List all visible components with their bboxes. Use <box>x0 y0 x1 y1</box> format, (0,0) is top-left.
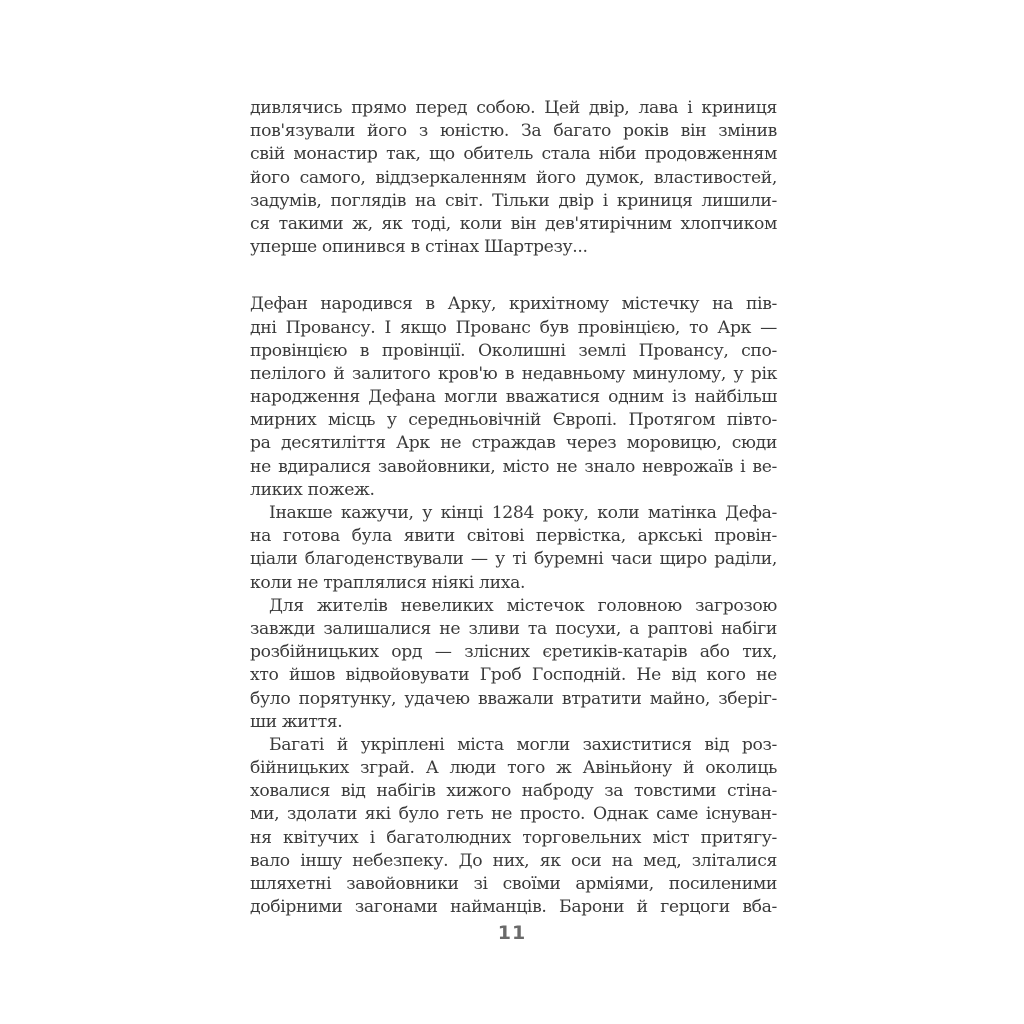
paragraph <box>250 595 777 734</box>
text-line: свій монастир так, що обитель стала ніби продовженням <box>250 144 777 165</box>
page-number: 11 <box>497 922 527 944</box>
section-break <box>250 259 777 293</box>
paragraph <box>250 734 777 920</box>
text-line: ховалися від набігів хижого наброду за товстими стіна- <box>250 781 777 802</box>
text-line: задумів, поглядів на світ. Тільки двір і криниця лишили- <box>250 190 777 211</box>
text-line: добірними загонами найманців. Барони й герцоги вба- <box>250 897 777 918</box>
text-line: завжди залишалися не зливи та посухи, а раптові набіги <box>250 618 777 639</box>
paragraph-continuation <box>250 97 777 259</box>
text-line: ра десятиліття Арк не страждав через моровицю, сюди <box>250 433 777 454</box>
text-line: Для жителів невеликих містечок головною загрозою <box>269 595 777 616</box>
text-line: уперше опинився в стінах Шартрезу... <box>250 237 588 258</box>
text-line: дні Провансу. І якщо Прованс був провінцією, то Арк — <box>250 317 777 338</box>
text-line: ликих пожеж. <box>250 479 375 500</box>
text-line: його самого, віддзеркаленням його думок, властивостей, <box>250 167 777 188</box>
text-line: провінцією в провінції. Околишні землі Провансу, спо- <box>250 340 777 361</box>
text-line: шляхетні завойовники зі своїми арміями, посиленими <box>250 874 777 894</box>
text-line: Інакше кажучи, у кінці 1284 року, коли матінка Дефа- <box>269 503 777 523</box>
text-line: ми, здолати які було геть не просто. Однак саме існуван- <box>250 804 777 825</box>
text-line: ся такими ж, як тоді, коли він дев'ятирічним хлопчиком <box>250 213 777 234</box>
text-line: пелілого й залитого кров'ю в недавньому минулому, у рік <box>250 363 777 384</box>
text-line: бійницьких зграй. А люди того ж Авіньйону й околиць <box>250 758 777 779</box>
text-line: Багаті й укріплені міста могли захиститися від роз- <box>269 734 777 755</box>
text-line: на готова була явити світові первістка, аркські провін- <box>250 526 777 547</box>
text-line: ня квітучих і багатолюдних торговельних міст притягу- <box>250 827 777 848</box>
text-line: дивлячись прямо перед собою. Цей двір, лава і криниця <box>250 98 777 118</box>
text-line: хто йшов відвойовувати Гроб Господній. Не від кого не <box>250 665 777 686</box>
text-line: розбійницьких орд — злісних єретиків-катарів або тих, <box>250 642 777 663</box>
text-line: народження Дефана могли вважатися одним із найбільш <box>250 387 777 408</box>
text-line: не вдиралися завойовники, місто не знало неврожаїв і ве- <box>250 456 777 477</box>
text-line: Дефан народився в Арку, крихітному містечку на пів- <box>250 294 777 315</box>
text-line: коли не траплялися ніякі лиха. <box>250 572 526 593</box>
text-line: було порятунку, удачею вважали втратити майно, зберіг- <box>250 688 777 709</box>
text-line: мирних місць у середньовічній Європі. Протягом півто- <box>250 410 777 431</box>
text-line: вало іншу небезпеку. До них, як оси на мед, зліталися <box>250 850 777 871</box>
book-page-text <box>250 97 777 919</box>
text-line: ши життя. <box>250 711 343 732</box>
text-line: ціали благоденствували — у ті буремні часи щиро раділи, <box>250 549 777 570</box>
paragraph <box>250 502 777 595</box>
paragraph-section-start <box>250 293 777 502</box>
text-line: пов'язували його з юністю. За багато років він змінив <box>250 121 777 142</box>
